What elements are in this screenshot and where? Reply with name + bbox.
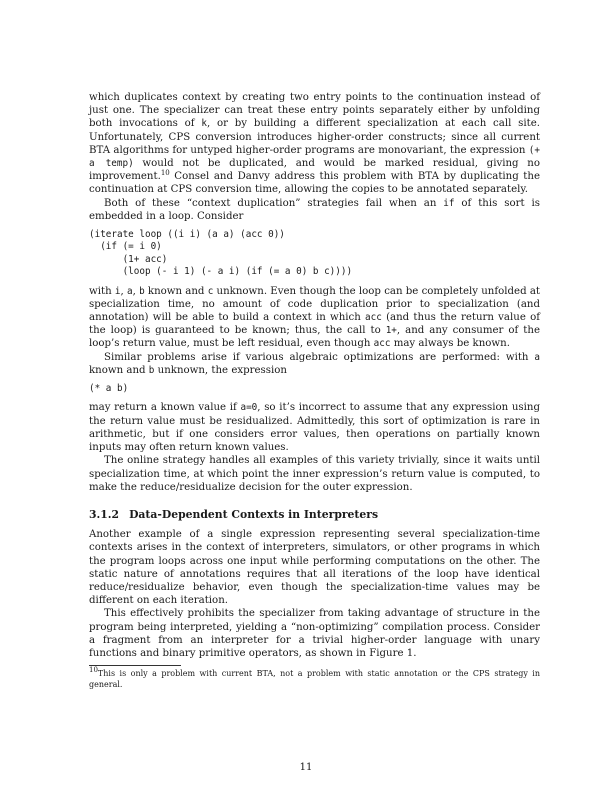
code-block-multiply: (* a b) <box>89 383 129 395</box>
code-inline: acc <box>365 312 382 324</box>
text: unknown. Even though the loop can be completely unfolded at specialization time, no amount of code duplication prior to specialization (and annotation) will be able to build a context in which <box>89 285 541 324</box>
text: may always be known. <box>390 338 510 350</box>
text: , or by building a different specialization at each call site. Unfortunately, CPS conversion introduces higher-order constructs; since all current BTA algorithms for untyped higher-order programs are monovariant, the expression <box>89 118 540 156</box>
text: which duplicates context by creating two entry points to the continuation instead of just one. The specializer can treat these entry points separately either by unfolding both invocations of <box>89 92 540 130</box>
text: , <box>132 285 140 297</box>
text: of this sort is embedded in a loop. Consider <box>89 197 540 222</box>
section-heading <box>89 508 540 521</box>
footnote-text: This is only a problem with current BTA, not a problem with static annotation or the CPS strategy in general. <box>89 669 540 689</box>
text: , so it’s incorrect to assume that any expression using the return value must be residualized. Admittedly, this sort of optimization is rare in arithmetic, but if one considers error values, then operations on partially known inputs may often return known values. <box>89 402 540 454</box>
text: Both of these “context duplication” strategies fail when an <box>104 197 444 209</box>
code-inline: c <box>207 285 214 297</box>
text: Consel and Danvy address this problem with BTA by duplicating the continuation at CPS conversion time, allowing the copies to be annotated separately. <box>89 171 540 196</box>
code-inline: (+ a temp) <box>89 144 540 170</box>
code-inline: if <box>443 197 455 209</box>
code-inline: b <box>148 364 155 376</box>
section-title: Data-Dependent Contexts in Interpreters <box>129 507 379 521</box>
footnote <box>89 666 540 690</box>
footnote-divider <box>89 665 181 666</box>
text: (and thus the return value of the loop) is guaranteed to be known; thus, the call to <box>89 312 540 337</box>
code-inline: a <box>534 351 540 363</box>
text: unknown, the expression <box>154 364 287 376</box>
text: known and <box>89 364 149 376</box>
code-block-iterate-loop: (iterate loop ((i i) (a a) (acc 0)) (if (= i 0) (1+ acc) (loop (- i 1) (- a i) (if (= a 0) b c)))) <box>89 229 353 278</box>
page-body <box>89 91 540 690</box>
footnote-mark: 10 <box>89 666 98 675</box>
text: , and any consumer of the loop’s return value, must be left residual, even though <box>89 325 540 350</box>
paragraph-4 <box>89 351 540 377</box>
text: would not be duplicated, and would be marked residual, giving no improvement. <box>89 158 540 183</box>
code-inline: a <box>126 285 133 297</box>
code-inline: acc <box>373 338 391 350</box>
text: with <box>89 285 115 297</box>
text: Similar problems arise if various algebraic optimizations are performed: with <box>104 351 535 363</box>
paragraph-6: The online strategy handles all examples of this variety trivially, since it waits until specialization time, at which point the inner expression’s return value is computed, to make the reduce/residualize decision for the outer expression. <box>89 455 540 493</box>
paragraph-5 <box>89 401 540 454</box>
code-inline: a=0 <box>240 402 258 414</box>
page-number: 11 <box>299 762 313 773</box>
paragraph-3 <box>89 285 540 351</box>
text: may return a known value if <box>89 402 241 414</box>
code-inline: b <box>139 285 145 297</box>
code-inline: i <box>114 285 121 297</box>
footnote-ref[interactable]: 10 <box>160 169 170 178</box>
text: , <box>120 285 127 297</box>
text: known and <box>144 285 208 297</box>
paragraph-1 <box>89 91 540 197</box>
paragraph-2 <box>89 197 540 223</box>
code-inline: 1+ <box>385 325 397 337</box>
code-inline: k <box>201 118 207 130</box>
paragraph-7: Another example of a single expression representing several specialization-time contexts arises in the context of interpreters, simulators, or other programs in which the program loops across one input while performing computations on the other. The static nature of annotations requires that all iterations of the loop have identical reduce/residualize behavior, even though the specialization-time values may be different on each iteration. <box>89 529 540 607</box>
section-number: 3.1.2 <box>89 507 120 521</box>
paragraph-8: This effectively prohibits the specializer from taking advantage of structure in the program being interpreted, yielding a “non-optimizing” compilation process. Consider a fragment from an interpreter for a trivial higher-order language with unary functions and binary primitive operators, as shown in Figure 1. <box>89 608 540 659</box>
